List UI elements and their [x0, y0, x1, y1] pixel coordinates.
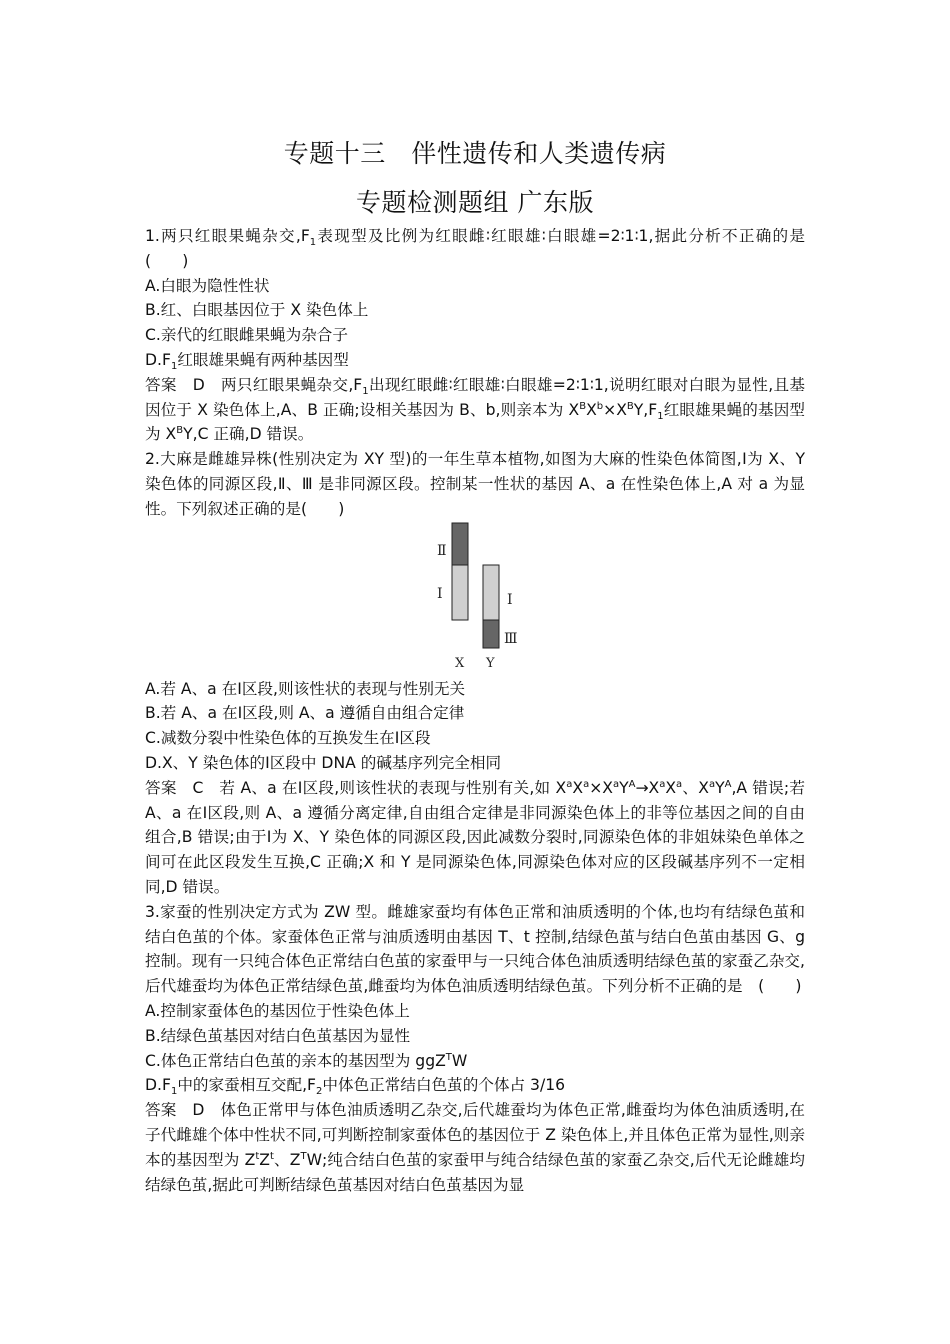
label-region-III: Ⅲ [504, 630, 518, 647]
q2-answer: 答案 C 若 A、a 在Ⅰ区段,则该性状的表现与性别有关,如 $X^aX^a\times X^aY^A\to X^aX^a$、$X^aY^A,A$ 错误;若 A、a 在Ⅰ区段,则 A、a 遵循分离定律,自由组合定律是非同源染色体上的非等位基因之间的自由组合,B 错误;由于Ⅰ为 X、Y 染色体的同源区段,因此减数分裂时,同源染色体的非姐妹染色单体之间可在此区段发生互换,C 正确;X 和 Y 是同源染色体,同源染色体对应的区段碱基序列不一定相同,D 错误。 [145, 778, 805, 896]
q2-stem: 2.大麻是雌雄异株(性别决定为 XY 型)的一年生草本植物,如图为大麻的性染色体简图,Ⅰ为 X、Y 染色体的同源区段,Ⅱ、Ⅲ 是非同源区段。控制某一性状的基因 A、a 在性染色体上,A 对 a 为显性。下列叙述正确的是( ) [145, 450, 805, 518]
label-region-I-x: Ⅰ [437, 585, 443, 602]
x-chromosome-region-II [452, 523, 468, 565]
q3-answer: 答案 D 体色正常甲与体色油质透明乙杂交,后代雄蚕均为体色正常,雌蚕均为体色油质透明,在子代雌雄个体中性状不同,可判断控制家蚕体色的基因位于 Z 染色体上,并且体色正常为显性,则亲本的基因型为 $Z^tZ^t$、$Z^TW$;纯合结白色茧的家蚕甲与纯合结绿色茧的家蚕乙杂交,后代无论雌雄均结绿色茧,据此可判断结绿色茧基因对结白色茧基因为显 [145, 1101, 805, 1194]
q3-option-d: $D.F_1$中的家蚕相互交配$,F_2$中体色正常结白色茧的个体占 3/16 [145, 1076, 566, 1098]
q1-stem: 1.两只红眼果蝇杂交$,F_1$表现型及比例为红眼雌∶红眼雄∶白眼雄=2∶1∶1,据此分析不正确的是 ( ) [145, 227, 821, 270]
page-subtitle: 专题检测题组 广东版 [356, 188, 594, 217]
label-y-chromosome: Y [486, 655, 495, 671]
q3-option-c: C.体色正常结白色茧的亲本的基因型为 ggZ$^T$W [145, 1051, 468, 1070]
chromosome-diagram [423, 522, 523, 677]
q1-option-a: A.白眼为隐性性状 [145, 276, 270, 295]
q1-option-b: B.红、白眼基因位于 X 染色体上 [145, 301, 369, 320]
y-chromosome-region-I [483, 565, 499, 620]
x-chromosome-region-I [452, 565, 468, 620]
q3-stem: 3.家蚕的性别决定方式为 ZW 型。雌雄家蚕均有体色正常和油质透明的个体,也均有结绿色茧和结白色茧的个体。家蚕体色正常与油质透明由基因 T、t 控制,结绿色茧与结白色茧由基因 G、g 控制。现有一只纯合体色正常结白色茧的家蚕甲与一只纯合体色油质透明结绿色茧的家蚕乙杂交,后代雄蚕均为体色正常结绿色茧,雌蚕均为体色油质透明结绿色茧。下列分析不正确的是 ( ) [145, 902, 805, 996]
sex-chromosome-figure [145, 522, 805, 677]
label-region-II: Ⅱ [437, 542, 447, 559]
y-chromosome-region-III [483, 620, 499, 648]
q3-option-a: A.控制家蚕体色的基因位于性染色体上 [145, 1001, 410, 1020]
q3-option-b: B.结绿色茧基因对结白色茧基因为显性 [145, 1026, 411, 1045]
q1-option-d: $D.F_1$红眼雄果蝇有两种基因型 [145, 350, 349, 373]
q1-answer: 答案 D 两只红眼果蝇杂交$,F_1$出现红眼雌∶红眼雄∶白眼雄=2∶1∶1,说明红眼对白眼为显性,且基因位于 X 染色体上,A、B 正确;设相关基因为 B、b,则亲本为 $X^BX^b\times X^BY,F_1$红眼雄果蝇的基因型为 $X^BY,C$ 正确,D 错误。 [145, 375, 805, 444]
question-list [145, 224, 821, 1197]
q1-option-c: C.亲代的红眼雌果蝇为杂合子 [145, 326, 348, 345]
label-region-I-y: Ⅰ [507, 591, 513, 608]
label-x-chromosome: X [455, 655, 465, 671]
q2-option-d: D.X、Y 染色体的Ⅰ区段中 DNA 的碱基序列完全相同 [145, 753, 502, 772]
q2-option-a: A.若 A、a 在Ⅰ区段,则该性状的表现与性别无关 [145, 679, 466, 698]
q2-option-b: B.若 A、a 在Ⅰ区段,则 A、a 遵循自由组合定律 [145, 704, 465, 723]
page-title: 专题十三 伴性遗传和人类遗传病 [283, 139, 667, 168]
q2-option-c: C.减数分裂中性染色体的互换发生在Ⅰ区段 [145, 729, 431, 748]
